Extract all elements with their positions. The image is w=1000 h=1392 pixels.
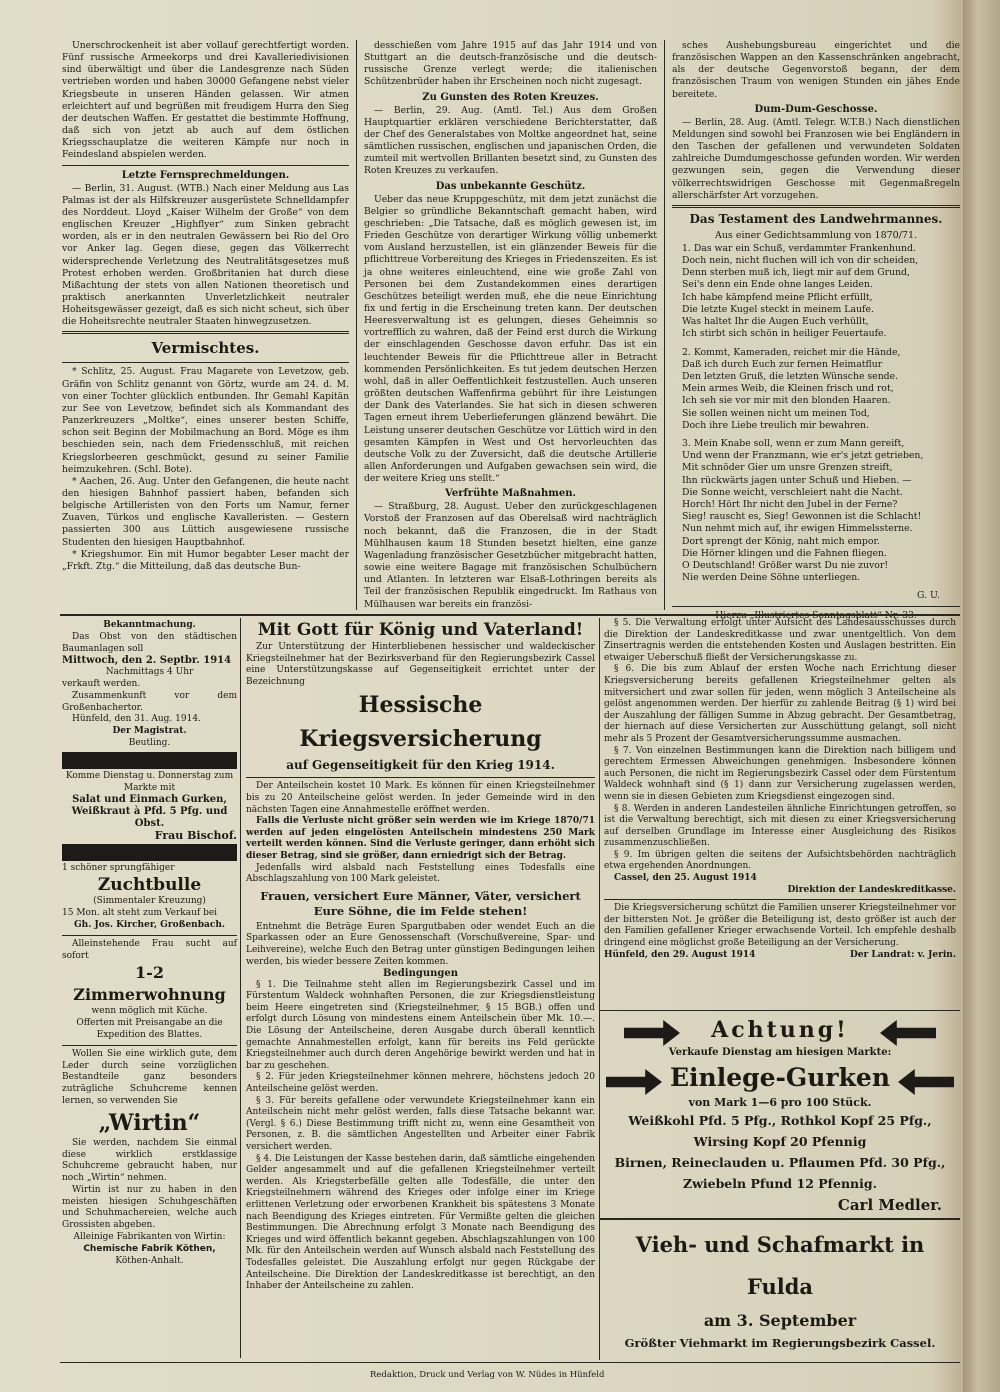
- divider: [62, 1045, 237, 1046]
- wirtin-ad-company: Chemische Fabrik Köthen,: [83, 1243, 216, 1254]
- heading-dumdum: Dum-Dum-Geschosse.: [754, 103, 878, 115]
- bischof-ad-name: Frau Bischof.: [154, 828, 237, 842]
- ad-bar: [62, 844, 237, 861]
- column-rule: [240, 618, 241, 1358]
- bundesschiessen-paragraph: desschießen vom Jahre 1915 auf das Jahr 1914 und von Stuttgart an die deutsch-französische und die deutsch-russische Grenze verlegt werde; die italienischen Schützenbrüder haben ihr Erscheinen noch nicht zugesagt.: [364, 40, 657, 88]
- kriegshumor-paragraph: * Kriegshumor. Ein mit Humor begabter Leser macht der „Frkft. Ztg.“ die Mitteilung, daß das deutsche Bun-: [62, 548, 349, 572]
- column-3: [672, 40, 960, 610]
- bischof-ad-goods: Salat und Einmach Gurken, Weißkraut à Pfd. 5 Pfg. und Obst.: [71, 794, 228, 829]
- kv-paragraph: Entnehmt die Beträge Euren Spargutbaben oder wendet Euch an die Sparkassen oder an Eure Genossenschaft (Vorschußvereine, Spar- und Leihvereine), welche Euch den Betrag unter günstigen Bedingungen leihen werden, bis wieder bessere Zeiten kommen.: [246, 921, 595, 967]
- kriegsversicherung-column-1: [246, 618, 595, 1360]
- wohnung-ad-text: wenn möglich mit Küche.: [91, 1006, 208, 1017]
- viehmarkt-line: Größter Viehmarkt im Regierungsbezirk Cassel.: [624, 1336, 936, 1350]
- achtung-gurken: Einlege-Gurken: [670, 1063, 890, 1092]
- poem-line: Daß ich durch Euch zur fernen Heimatflur: [682, 358, 883, 370]
- landrat-date: Hünfeld, den 29. August 1914: [604, 949, 756, 960]
- kv-appeal: Frauen, versichert Eure Männer, Väter, versichert Eure Söhne, die im Felde stehen!: [260, 888, 581, 918]
- poem-line: Horch! Hört Ihr nicht den Jubel in der Ferne?: [682, 498, 898, 510]
- heading-testament: Das Testament des Landwehrmannes.: [689, 211, 943, 226]
- aushebungsbureau-paragraph: sches Aushebungsbureau eingerichtet und die französischen Wappen an den Kassenschränken angebracht, als der deutsche Gegenvorstoß begann, der dem französischen Traum von wenigen Stunden ein jähes Ende bereitete.: [672, 40, 960, 100]
- poem-line: Sei's denn ein Ende ohne langes Leiden.: [682, 279, 873, 291]
- poem-line: Den letzten Gruß, die letzten Wünsche sende.: [682, 370, 899, 382]
- kv-paragraph-2: § 2. Für jeden Kriegsteilnehmer können mehrere, höchstens jedoch 20 Anteilscheine gelöst werden.: [246, 1072, 595, 1095]
- motto: Mit Gott für König und Vaterland!: [257, 620, 584, 640]
- fernsprech-paragraph: — Berlin, 31. August. (WTB.) Nach einer Meldung aus Las Palmas ist der als Hilfskreuzer ausgerüstete Schnelldampfer des Norddeut. Lloyd „Kaiser Wilhelm der Große“ von dem englischen Kreuzer „Highflyer“ zum Sinken gebracht worden, als er in den neutralen Gewässern bei Rio del Oro vor Anker lag. Gegen diese, gegen das Völkerrecht widersprechende Verletzung des Neutralitätsgesetzes muß Protest erhoben werden. Großbritanien hat durch diese Mißachtung der stets von allen Nationen theoretisch und praktisch anerkannten Unverletzlichkeit neutraler Hoheitsgewässer gezeigt, daß es sich nicht scheut, sich über die Hoheitsrechte neutraler Staaten hinwegzusetzen.: [62, 182, 349, 328]
- kv-paragraph-8: § 8. Werden in anderen Landesteilen ähnliche Einrichtungen getroffen, so ist die Verwaltung berechtigt, sich mit diesen zu einer Kriegsversicherung auf derselben Grundlage im Interesse einer Ausgleichung des Risikos zusammenzuschließen.: [604, 803, 956, 849]
- column-1: [62, 40, 349, 610]
- viehmarkt-title: Vieh- und Schafmarkt in Fulda: [635, 1232, 925, 1299]
- kv-subtitle: auf Gegenseitigkeit für den Krieg 1914.: [286, 758, 555, 773]
- landrat-signature: Der Landrat: v. Jerin.: [849, 949, 956, 960]
- bekanntmachung-date: Mittwoch, den 2. Septbr. 1914: [62, 655, 232, 667]
- massnahmen-paragraph: — Straßburg, 28. August. Ueber den zurückgeschlagenen Vorstoß der Franzosen auf das Oberelsaß wird nachträglich noch bekannt, daß die Franzosen, die in der Stadt Mühlhausen kaum 18 Stunden besetzt hielten, eine ganze Wagenladung französischer Gesetzbücher mitgebracht hatten, sowie eine weitere Bagage mit französischen Schulbüchern und Atlanten. In letzteren war Elsaß-Lothringen bereits als Teil der französischen Republik eingedruckt. Im Rathaus von Mülhausen war bereits ein französi-: [364, 501, 657, 610]
- zuchtbulle-ad-title: Zuchtbulle: [97, 875, 202, 896]
- bekanntmachung-text: Das Obst von den städtischen Baumanlagen soll: [62, 631, 237, 654]
- wirtin-ad-city: Köthen-Anhalt.: [115, 1255, 184, 1266]
- divider: [246, 777, 595, 778]
- poem-signature: G. U.: [917, 590, 940, 602]
- poem-line: Ihn rückwärts jagen unter Schuß und Hieben. —: [682, 474, 912, 486]
- divider: [62, 935, 237, 936]
- column-rule: [599, 618, 600, 1360]
- kv-paragraph: Der Anteilschein kostet 10 Mark. Es können für einen Kriegsteilnehmer bis zu 20 Anteilscheine gelöst werden. In jeder Gemeinde wird in den nächsten Tagen eine Annahmestelle eröffnet werden.: [246, 781, 595, 815]
- rotes-kreuz-paragraph: — Berlin, 29. Aug. (Amtl. Tel.) Aus dem Großen Hauptquartier erklären verschiedene Berichterstatter, daß der Chef des Generalstabes von Moltke angeordnet hat, seine sämtlichen russischen, englischen und japanischen Orden, die zumteil mit wertvollen Brillanten besetzt sind, zu Gunsten des Roten Kreuzes zu verkaufen.: [364, 104, 657, 177]
- heading-geschuetz: Das unbekannte Geschütz.: [435, 180, 586, 192]
- poem-line: Die Sonne weicht, verschleiert naht die Nacht.: [682, 486, 903, 498]
- zuchtbulle-ad-text: 15 Mon. alt steht zum Verkauf bei: [62, 908, 218, 919]
- kv-paragraph-3: § 3. Für bereits gefallene oder verwundete Kriegsteilnehmer kann ein Anteilschein nicht mehr gelöst werden, falls diese Tatsache bekannt war. (Vergl. § 6.) Diese Bestimmung trifft nicht zu, wenn eine Gesamtheit von Personen, z. B. die sämtlichen Angestellten und Arbeiter einer Fabrik versichert werden.: [246, 1095, 595, 1152]
- wirtin-ad-title: „Wirtin“: [98, 1109, 201, 1136]
- poem-line: Nun nehmt mich auf, ihr ewigen Himmelssterne.: [682, 523, 913, 535]
- divider: [62, 362, 349, 363]
- schlitz-paragraph: * Schlitz, 25. August. Frau Magarete von Levetzow, geb. Gräfin von Schlitz genannt von Görtz, wurde am 24. d. M. von einer Tochter glücklich entbunden. Ihr Gemahl Kapitän zur See von Levetzow, befindet sich als Kommandant des Panzerkreuzers „Moltke“, eines unserer besten Schiffe, schon seit Beginn der Mobilmachung an Bord. Möge es ihm beschieden sein, nach dem Friedensschluß, mit reichen Kriegslorbeeren geschmückt, gesund zu seiner Familie heimzukehren. (Schl. Bote).: [62, 366, 349, 475]
- achtung-line: von Mark 1—6 pro 100 Stück.: [688, 1096, 872, 1109]
- kv-paragraph-4: § 4. Die Leistungen der Kasse bestehen darin, daß sämtliche eingehenden Gelder angesammelt und auf die gefallenen Kriegsteilnehmer verteilt werden. Als Kriegsterbefälle gelten alle Todesfälle, die unter den Kriegsteilnehmern während des Krieges oder infolge einer im Kriege erlittenen Verletzung oder erworbenen Krankheit bis spätestens 3 Monate nach Beendigung des Krieges eintreten. Für Vermißte gelten die gleichen Bestimmungen. Die Abrechnung erfolgt 3 Monate nach Beendigung des Krieges und wird öffentlich bekannt gegeben. Abschlagszahlungen von 100 Mk. für den Anteilschein werden auf Wunsch alsbald nach Feststellung des Todesfalles geleistet. Die Auszahlung erfolgt nur gegen Rückgabe der Anteilscheine. Die Direktion der Landeskreditkasse ist berechtigt, an den Inhaber der Anteilscheine zu zahlen.: [246, 1153, 595, 1292]
- viehmarkt-date: am 3. September: [703, 1311, 857, 1330]
- aachen-paragraph: * Aachen, 26. Aug. Unter den Gefangenen, die heute nacht den hiesigen Bahnhof passiert haben, befanden sich belgische Artilleristen von den Forts um Namur, ferner Zuaven, Türkos und englische Kavalleristen. — Gestern passierten 300 aus Lüttich ausgewiesene russische Studenten den hiesigen Hauptbahnhof.: [62, 475, 349, 548]
- kv-paragraph-1: § 1. Die Teilnahme steht allen im Regierungsbezirk Cassel und im Fürstentum Waldeck wohnhaften Personen, die zur Kriegsdienstleistung beim Heere eingetreten sind (Kriegsteilnehmer, § 15 BGB.) offen und erfolgt durch Lösung von mindestens einem Anteilschein über Mk. 10.—. Die Lösung der Anteilscheine, deren Ausgabe durch überall kenntlich gemachte Annahmestellen erfolgt, kann für bereits ins Feld gerückte Kriegsteilnehmer auch durch deren Angehörige bewirkt werden und hat in bar zu geschehen.: [246, 979, 595, 1071]
- divider: [604, 899, 956, 900]
- poem-line: Nie werden Deine Söhne unterliegen.: [682, 572, 861, 584]
- poem-line: Doch ihre Liebe treulich mir bewahren.: [682, 419, 869, 431]
- section-rule: [60, 614, 960, 616]
- section-rule: [60, 1362, 960, 1363]
- bekanntmachung-time: Nachmittags 4 Uhr: [105, 667, 194, 678]
- poem-line: Die Hörner klingen und die Fahnen fliegen.: [682, 547, 888, 559]
- bekanntmachung-text: verkauft werden.: [62, 678, 141, 689]
- divider: [672, 606, 960, 607]
- kv-paragraph-9: § 9. Im übrigen gelten die seitens der Aufsichtsbehörden nachträglich etwa ergehenden Anordnungen.: [604, 849, 956, 872]
- war-report-paragraph: Unerschrockenheit ist aber vollauf gerechtfertigt worden. Fünf russische Armeekorps und drei Kavalleriedivisionen sind überwältigt und über die Landesgrenze nach Süden vertrieben worden und haben 30000 Gefangene nebst vieler Kriegsbeute in unseren Händen gelassen. Wir atmen erleichtert auf und begrüßen mit freudigem Hurra den Sieg der deutschen Waffen. Er gestattet die bestimmte Hoffnung, daß sich von jetzt ab auch auf dem östlichen Kriegsschauplatze die weiteren Kämpfe nur noch in Feindesland abspielen werden.: [62, 40, 349, 161]
- kv-date: Cassel, den 25. August 1914: [614, 873, 757, 884]
- wohnung-ad-text: Offerten mit Preisangabe an die Expedition des Blattes.: [76, 1018, 223, 1040]
- dumdum-paragraph: — Berlin, 28. Aug. (Amtl. Telegr. W.T.B.) Nach dienstlichen Meldungen sind sowohl bei Franzosen wie bei Engländern in den Taschen der gefallenen und verwundeten Soldaten zahlreiche Dumdumgeschosse gefunden worden. Wir werden gezwungen sein, gegen die Verwendung dieser völkerrechtswidrigen Geschosse mit Gegenmaßregeln allerschärfster Art vorzugehen.: [672, 116, 960, 201]
- poem-line: Doch nein, nicht fluchen will ich von dir scheiden,: [682, 255, 919, 267]
- heading-vermischtes: Vermischtes.: [151, 339, 260, 358]
- kv-paragraph-6: § 6. Die bis zum Ablauf der ersten Woche nach Errichtung dieser Kriegsversicherung bereits gefallenen Kriegsteilnehmer gelten als mitversichert und zwar sollen für jeden, wenn möglich 3 Anteilscheine als gelöst angenommen werden. Der hierfür zu zahlende Beitrag (§ 1) wird bei der Auszahlung der fälligen Summe in Abzug gebracht. Der Gesamtbetrag, der hiernach auf diese Versicherten zur Ausschüttung gelangt, soll nicht mehr als 5 Prozent der Gesamtversicherungssumme ausmachen.: [604, 664, 956, 744]
- heading-rotes-kreuz: Zu Gunsten des Roten Kreuzes.: [422, 91, 599, 103]
- landrat-signature-row: [604, 950, 956, 962]
- zuchtbulle-ad-text: 1 schöner sprungfähiger: [62, 862, 175, 873]
- divider: [62, 331, 349, 334]
- divider: [62, 165, 349, 166]
- kv-intro: Zur Unterstützung der Hinterbliebenen hessischer und waldeckischer Kriegsteilnehmer hat der Bezirksverband für den Regierungsbezirk Cassel eine Unterstützungskasse auf Gegenseitigkeit errichtet unter der Bezeichnung: [246, 642, 595, 687]
- poem-line: Mein armes Weib, die Kleinen frisch und rot,: [682, 383, 894, 395]
- bekanntmachung-text: Zusammenkunft vor dem Großenbachertor.: [62, 690, 237, 713]
- achtung-ad: [604, 1014, 956, 1214]
- column-rule: [664, 40, 665, 610]
- kv-direction: Direktion der Landeskreditkasse.: [787, 884, 956, 895]
- poem-stanza-1: [682, 243, 960, 341]
- section-rule: [600, 1218, 960, 1220]
- achtung-line: Verkaufe Dienstag am hiesigen Markte:: [668, 1047, 892, 1058]
- ad-bar: [62, 752, 237, 769]
- poem-line: 2. Kommt, Kameraden, reichet mir die Hände,: [682, 346, 901, 358]
- poem-line: Mit schnöder Gier um unsre Grenzen streift,: [682, 462, 893, 474]
- imprint: Redaktion, Druck und Verlag von W. Nüdes in Hünfeld: [370, 1370, 605, 1380]
- heading-fernsprech: Letzte Fernsprechmeldungen.: [121, 169, 290, 181]
- column-2: [364, 40, 657, 610]
- wirtin-ad-text: Wirtin ist nur zu haben in den meisten hiesigen Schuhgeschäften und Schuhmachereien, welche auch Grossisten abgeben.: [62, 1184, 237, 1231]
- kv-paragraph-7: § 7. Von einzelnen Bestimmungen kann die Direktion nach billigem und gerechtem Ermessen Abweichungen genehmigen. Insbesondere können auch Personen, die nicht im Regierungsbezirk Cassel oder dem Fürstentum Waldeck wohnhaft sind (§ 1) dann zur Versicherung zugelassen werden, wenn sie in diesen Gebieten zum Kriegsdienst eingezogen sind.: [604, 745, 956, 802]
- kv-paragraph-5: § 5. Die Verwaltung erfolgt unter Aufsicht des Landesausschusses durch die Direktion der Landeskreditkasse und zwar unentgeltlich. Von dem Zinsertragnis werden die entstehenden Kosten und Auslagen bestritten. Ein etwaiger Ueberschuß fließt der Versicherungskasse zu.: [604, 618, 956, 663]
- poem-line: Ich habe kämpfend meine Pflicht erfüllt,: [682, 291, 873, 303]
- poem: [672, 243, 960, 603]
- viehmarkt-ad: [604, 1224, 956, 1360]
- poem-line: 1. Das war ein Schuß, verdammter Frankenhund.: [682, 242, 916, 254]
- poem-line: 3. Mein Knabe soll, wenn er zum Mann gereift,: [682, 437, 905, 449]
- wirtin-ad-text: Sie werden, nachdem Sie einmal diese wirklich erstklassige Schuhcreme gebraucht haben, nur noch „Wirtin“ nehmen.: [62, 1137, 237, 1184]
- bischof-ad-text: Komme Dienstag u. Donnerstag zum Markte mit: [65, 770, 234, 793]
- poem-line: Dort sprengt der König, naht mich empor.: [682, 535, 880, 547]
- kv-title: Hessische Kriegsversicherung: [299, 692, 542, 753]
- wohnung-ad-title: 1-2 Zimmerwohnung: [73, 963, 226, 1005]
- zuchtbulle-ad-seller: Gh. Jos. Kircher, Großenbach.: [74, 919, 225, 930]
- wirtin-ad-text: Wollen Sie eine wirklich gute, dem Leder durch seine vorzüglichen Bestandteile ganz besonders zuträgliche Schuhcreme kennen lernen, so verwenden Sie: [62, 1048, 237, 1106]
- bekanntmachung-place: Hünfeld, den 31. Aug. 1914.: [72, 714, 201, 725]
- testament-subtitle: Aus einer Gedichtsammlung von 1870/71.: [714, 229, 918, 241]
- poem-line: Ich stirbt sich schön in heiliger Feuertaufe.: [682, 328, 887, 340]
- achtung-title: Achtung!: [711, 1017, 849, 1043]
- adjacent-page-edge: [963, 0, 1000, 1392]
- geschuetz-paragraph: Ueber das neue Kruppgeschütz, mit dem jetzt zunächst die Belgier so gründliche Bekanntschaft gemacht haben, wird geschrieben: „Die Tatsache, daß es möglich gewesen ist, im Frieden Geschütze von derartiger Wirkung völlig unbemerkt vom Ausland herzustellen, ist ein glänzender Beweis für die pflichttreue Vorbereitung des Krieges in Friedenszeiten. Es ist ja ohne weiteres einleuchtend, eine wie große Zahl von Personen bei dem Zustandekommen eines derartigen Geschützes beteiligt werden muß, ehe die neue Einrichtung fix und fertig in die Erscheinung treten kann. Der deutschen Heeresverwaltung ist es gelungen, dieses Geheimnis so vortrefflich zu wahren, daß der Feind erst durch die Wirkung der einschlagenden Geschosse davon erfuhr. Das ist ein leuchtender Beweis für die Pflichttreue aller in Betracht kommenden Persönlichkeiten. Es tut jedem deutschen Herzen wohl, daß in aller Oeffentlichkeit festzustellen. Auch unseren größten deutschen Waffenfirma gebührt für ihre Leistungen der Dank des Vaterlandes. Sie hat sich in diesen schweren Tagen erneut ihrem Ueberlieferungen glänzend bewährt. Die Leistung unserer deutschen Geschütze vor Lüttich wird in den gesamten Kämpfen in West und Ost hervorleuchten das deutsche Volk zu der Zuversicht, daß die deutsche Artillerie allen Anforderungen und Aufgaben gewachsen sein wird, die der weitere Krieg uns stellt.“: [364, 193, 657, 485]
- achtung-line: Wirsing Kopf 20 Pfennig: [693, 1134, 867, 1149]
- poem-line: O Deutschland! Größer warst Du nie zuvor!: [682, 559, 889, 571]
- poem-line: Denn sterben muß ich, liegt mir auf dem Grund,: [682, 267, 910, 279]
- bekanntmachung-title: Bekanntmachung.: [103, 620, 196, 630]
- wirtin-ad-text: Alleinige Fabrikanten von Wirtin:: [73, 1232, 226, 1243]
- poem-line: Die letzte Kugel steckt in meinem Laufe.: [682, 303, 874, 315]
- heading-massnahmen: Verfrühte Maßnahmen.: [445, 488, 576, 500]
- achtung-line: Weißkohl Pfd. 5 Pfg., Rothkol Kopf 25 Pfg.,: [628, 1113, 932, 1128]
- poem-line: Ich seh sie vor mir mit den blonden Haaren.: [682, 395, 891, 407]
- poem-line: Was haltet Ihr die Augen Euch verhüllt,: [682, 316, 869, 328]
- ads-column: [62, 620, 237, 1360]
- bekanntmachung-signature: Beutling.: [128, 737, 171, 748]
- poem-stanza-2: [682, 347, 960, 432]
- landrat-paragraph: Die Kriegsversicherung schützt die Familien unserer Kriegsteilnehmer vor der bittersten Not. Je größer die Beteiligung ist, desto größer ist auch der den Familien gefallener Krieger erwachsende Vorteil. Ich empfehle deshalb dringend eine möglichst große Beteiligung an der Versicherung.: [604, 903, 956, 949]
- kv-paragraph: Jedenfalls wird alsbald nach Feststellung eines Todesfalls eine Abschlagszahlung von 100 Mark geleistet.: [246, 862, 595, 885]
- wohnung-ad-text: Alleinstehende Frau sucht auf sofort: [62, 938, 237, 961]
- kv-paragraph: Falls die Verluste nicht größer sein werden wie im Kriege 1870/71 werden auf jeden eingelösten Anteilschein mindestens 250 Mark verteilt werden können. Sind die Verluste geringer, dann erhöht sich dieser Betrag, sind sie größer, dann erniedrigt sich der Betrag.: [246, 816, 595, 861]
- achtung-line: Birnen, Reineclauden u. Pflaumen Pfd. 30 Pfg.,: [614, 1155, 946, 1170]
- bekanntmachung-magistrat: Der Magistrat.: [112, 726, 187, 737]
- poem-line: Sie sollen weinen nicht um meinen Tod,: [682, 407, 870, 419]
- achtung-seller: Carl Medler.: [837, 1196, 942, 1214]
- poem-line: Und wenn der Franzmann, wie er's jetzt getrieben,: [682, 450, 924, 462]
- achtung-line: Zwiebeln Pfund 12 Pfennig.: [682, 1176, 877, 1191]
- kriegsversicherung-column-2: [604, 618, 956, 1008]
- poem-stanza-3: [682, 438, 960, 584]
- column-rule: [356, 40, 357, 610]
- divider: [672, 205, 960, 208]
- section-rule: [600, 1010, 960, 1011]
- poem-line: Sieg! rauscht es, Sieg! Gewonnen ist die Schlacht!: [682, 511, 922, 523]
- kv-conditions-heading: Bedingungen: [382, 968, 459, 980]
- zuchtbulle-ad-breed: (Simmentaler Kreuzung): [93, 896, 206, 907]
